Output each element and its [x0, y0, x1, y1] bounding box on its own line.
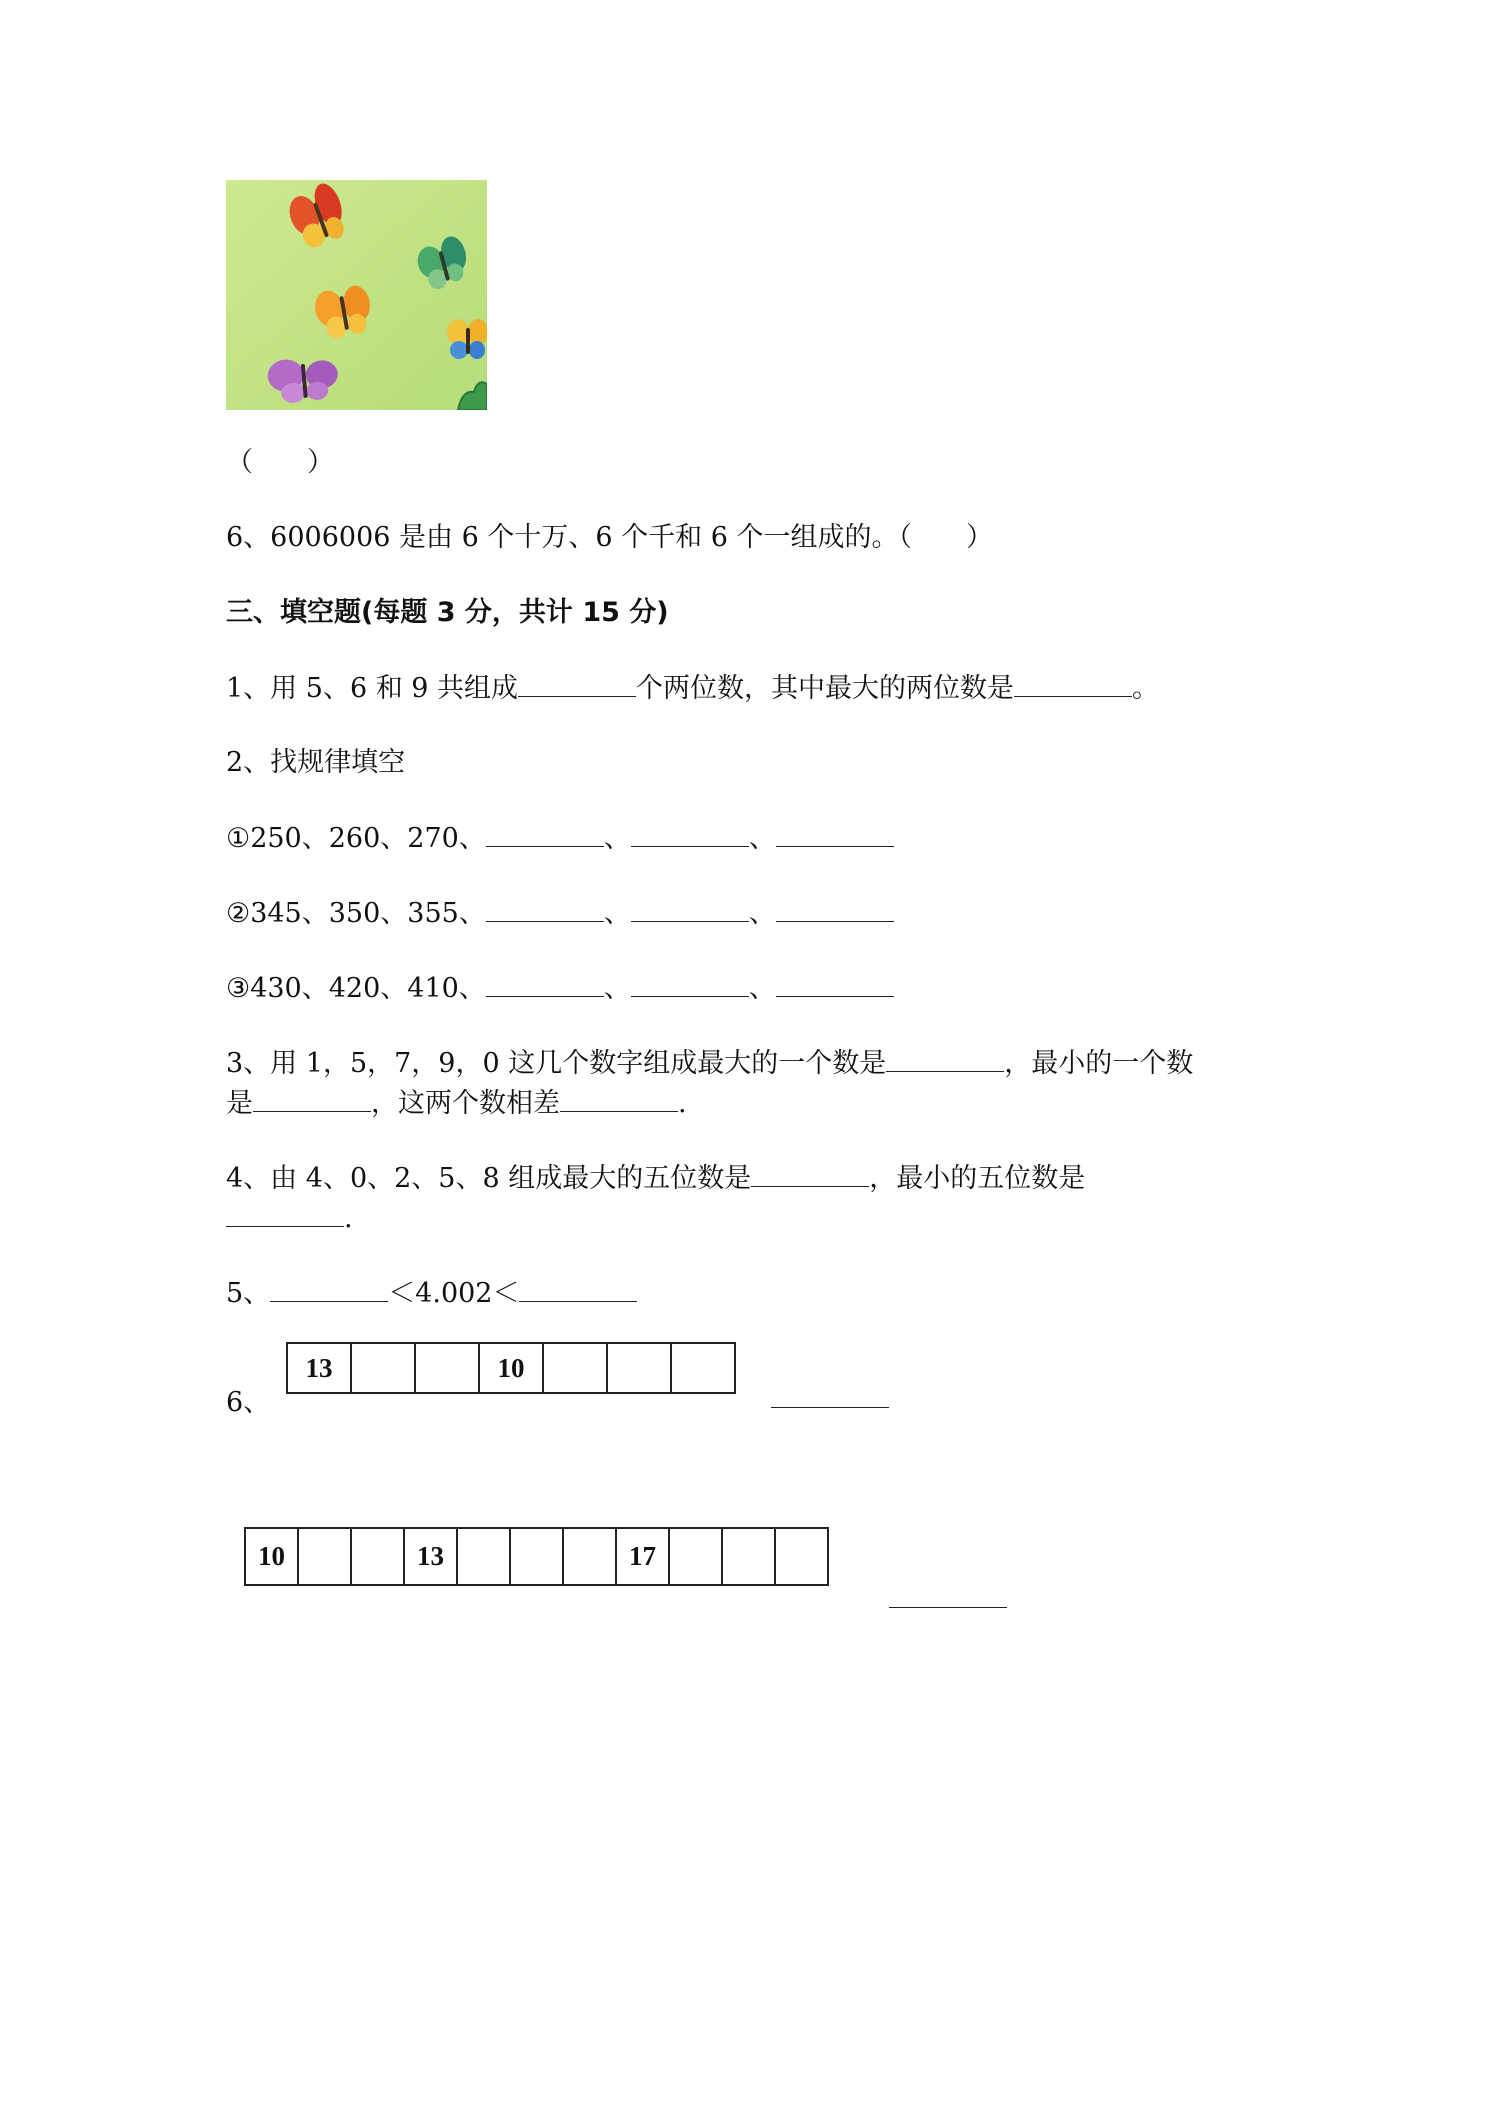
q1-text-3: 。 [1132, 673, 1160, 704]
grid-cell-empty[interactable] [607, 1343, 671, 1393]
q3-blank-max[interactable] [886, 1043, 1004, 1072]
q2-row-2-blank-1[interactable] [486, 893, 604, 922]
grid-cell-empty[interactable] [722, 1528, 775, 1585]
q4-text-2: ，最小的五位数是 [869, 1163, 1086, 1194]
q3-text-1: 3、用 1，5，7，9，0 这几个数字组成最大的一个数是 [226, 1048, 887, 1079]
q1-line [226, 668, 1159, 709]
q3-text-3: 是 [226, 1088, 253, 1119]
grid-cell-empty[interactable] [543, 1343, 607, 1393]
judge-item-6: 6、6006006 是由 6 个十万、6 个千和 6 个一组成的。（ ） [226, 522, 993, 553]
grid-cell-empty[interactable] [510, 1528, 563, 1585]
q4-text-3: . [344, 1203, 353, 1234]
grid-cell-empty[interactable] [563, 1528, 616, 1585]
grid-cell-empty[interactable] [669, 1528, 722, 1585]
q3-text-5: . [678, 1088, 687, 1119]
q2-row-1 [226, 818, 894, 859]
q3-line-1 [226, 1043, 1193, 1084]
butterfly-blue-icon [447, 319, 487, 359]
q5-text: ＜4.002＜ [388, 1278, 520, 1309]
q2-sep: 、 [603, 898, 631, 929]
grid-cell-empty[interactable] [671, 1343, 735, 1393]
q2-sep: 、 [748, 823, 776, 854]
q2-row-3-blank-2[interactable] [631, 968, 749, 997]
grid-cell-empty[interactable] [298, 1528, 351, 1585]
q2-title: 2、找规律填空 [226, 747, 406, 778]
q6-answer-blank-2[interactable] [889, 1606, 1007, 1608]
q2-row-2 [226, 893, 894, 934]
grid-cell-number: 17 [616, 1528, 669, 1585]
q4-line-2 [226, 1198, 353, 1239]
q4-text-1: 4、由 4、0、2、5、8 组成最大的五位数是 [226, 1163, 752, 1194]
grid-cell-empty[interactable] [415, 1343, 479, 1393]
q4-line-1 [226, 1158, 1085, 1199]
q1-blank-count[interactable] [518, 668, 636, 697]
q2-row-2-blank-3[interactable] [776, 893, 894, 922]
q3-text-4: ，这两个数相差 [371, 1088, 560, 1119]
q2-row-3 [226, 968, 894, 1009]
q3-blank-min[interactable] [253, 1083, 371, 1112]
q2-row-3-lead: ③430、420、410、 [226, 973, 486, 1004]
q2-row-1-blank-3[interactable] [776, 818, 894, 847]
q2-sep: 、 [603, 823, 631, 854]
q2-row-1-blank-1[interactable] [486, 818, 604, 847]
q3-blank-diff[interactable] [560, 1083, 678, 1112]
grid-cell-empty[interactable] [457, 1528, 510, 1585]
prev-item-answer-paren: （ ） [226, 447, 334, 478]
q6-number-grid-2 [244, 1527, 829, 1586]
grid-cell-empty[interactable] [351, 1528, 404, 1585]
grid-cell-number: 10 [479, 1343, 543, 1393]
q6-label: 6、 [226, 1387, 271, 1418]
q3-line-2 [226, 1083, 687, 1124]
q2-row-2-blank-2[interactable] [631, 893, 749, 922]
q2-row-3-blank-3[interactable] [776, 968, 894, 997]
q5-blank-left[interactable] [270, 1273, 388, 1302]
grid-cell-empty[interactable] [351, 1343, 415, 1393]
grid-cell-number: 10 [245, 1528, 298, 1585]
q5-blank-right[interactable] [519, 1273, 637, 1302]
q6-answer-blank-1[interactable] [771, 1406, 889, 1408]
q4-blank-min[interactable] [226, 1198, 344, 1227]
q5-line [226, 1273, 637, 1314]
section-3-heading: 三、填空题(每题 3 分，共计 15 分) [226, 597, 669, 628]
q6-number-grid-1 [286, 1342, 736, 1394]
q2-sep: 、 [603, 973, 631, 1004]
butterflies-image [226, 180, 487, 410]
q2-row-1-blank-2[interactable] [631, 818, 749, 847]
q2-row-3-blank-1[interactable] [486, 968, 604, 997]
q1-blank-max[interactable] [1014, 668, 1132, 697]
q4-blank-max[interactable] [751, 1158, 869, 1187]
q1-text-2: 个两位数，其中最大的两位数是 [636, 673, 1015, 704]
grid-cell-number: 13 [287, 1343, 351, 1393]
q1-text-1: 1、用 5、6 和 9 共组成 [226, 673, 519, 704]
q2-sep: 、 [748, 898, 776, 929]
q3-text-2: ，最小的一个数 [1004, 1048, 1194, 1079]
q2-sep: 、 [748, 973, 776, 1004]
grid-cell-number: 13 [404, 1528, 457, 1585]
q2-row-2-lead: ②345、350、355、 [226, 898, 486, 929]
q5-label: 5、 [226, 1278, 271, 1309]
q2-row-1-lead: ①250、260、270、 [226, 823, 486, 854]
grid-cell-empty[interactable] [775, 1528, 828, 1585]
